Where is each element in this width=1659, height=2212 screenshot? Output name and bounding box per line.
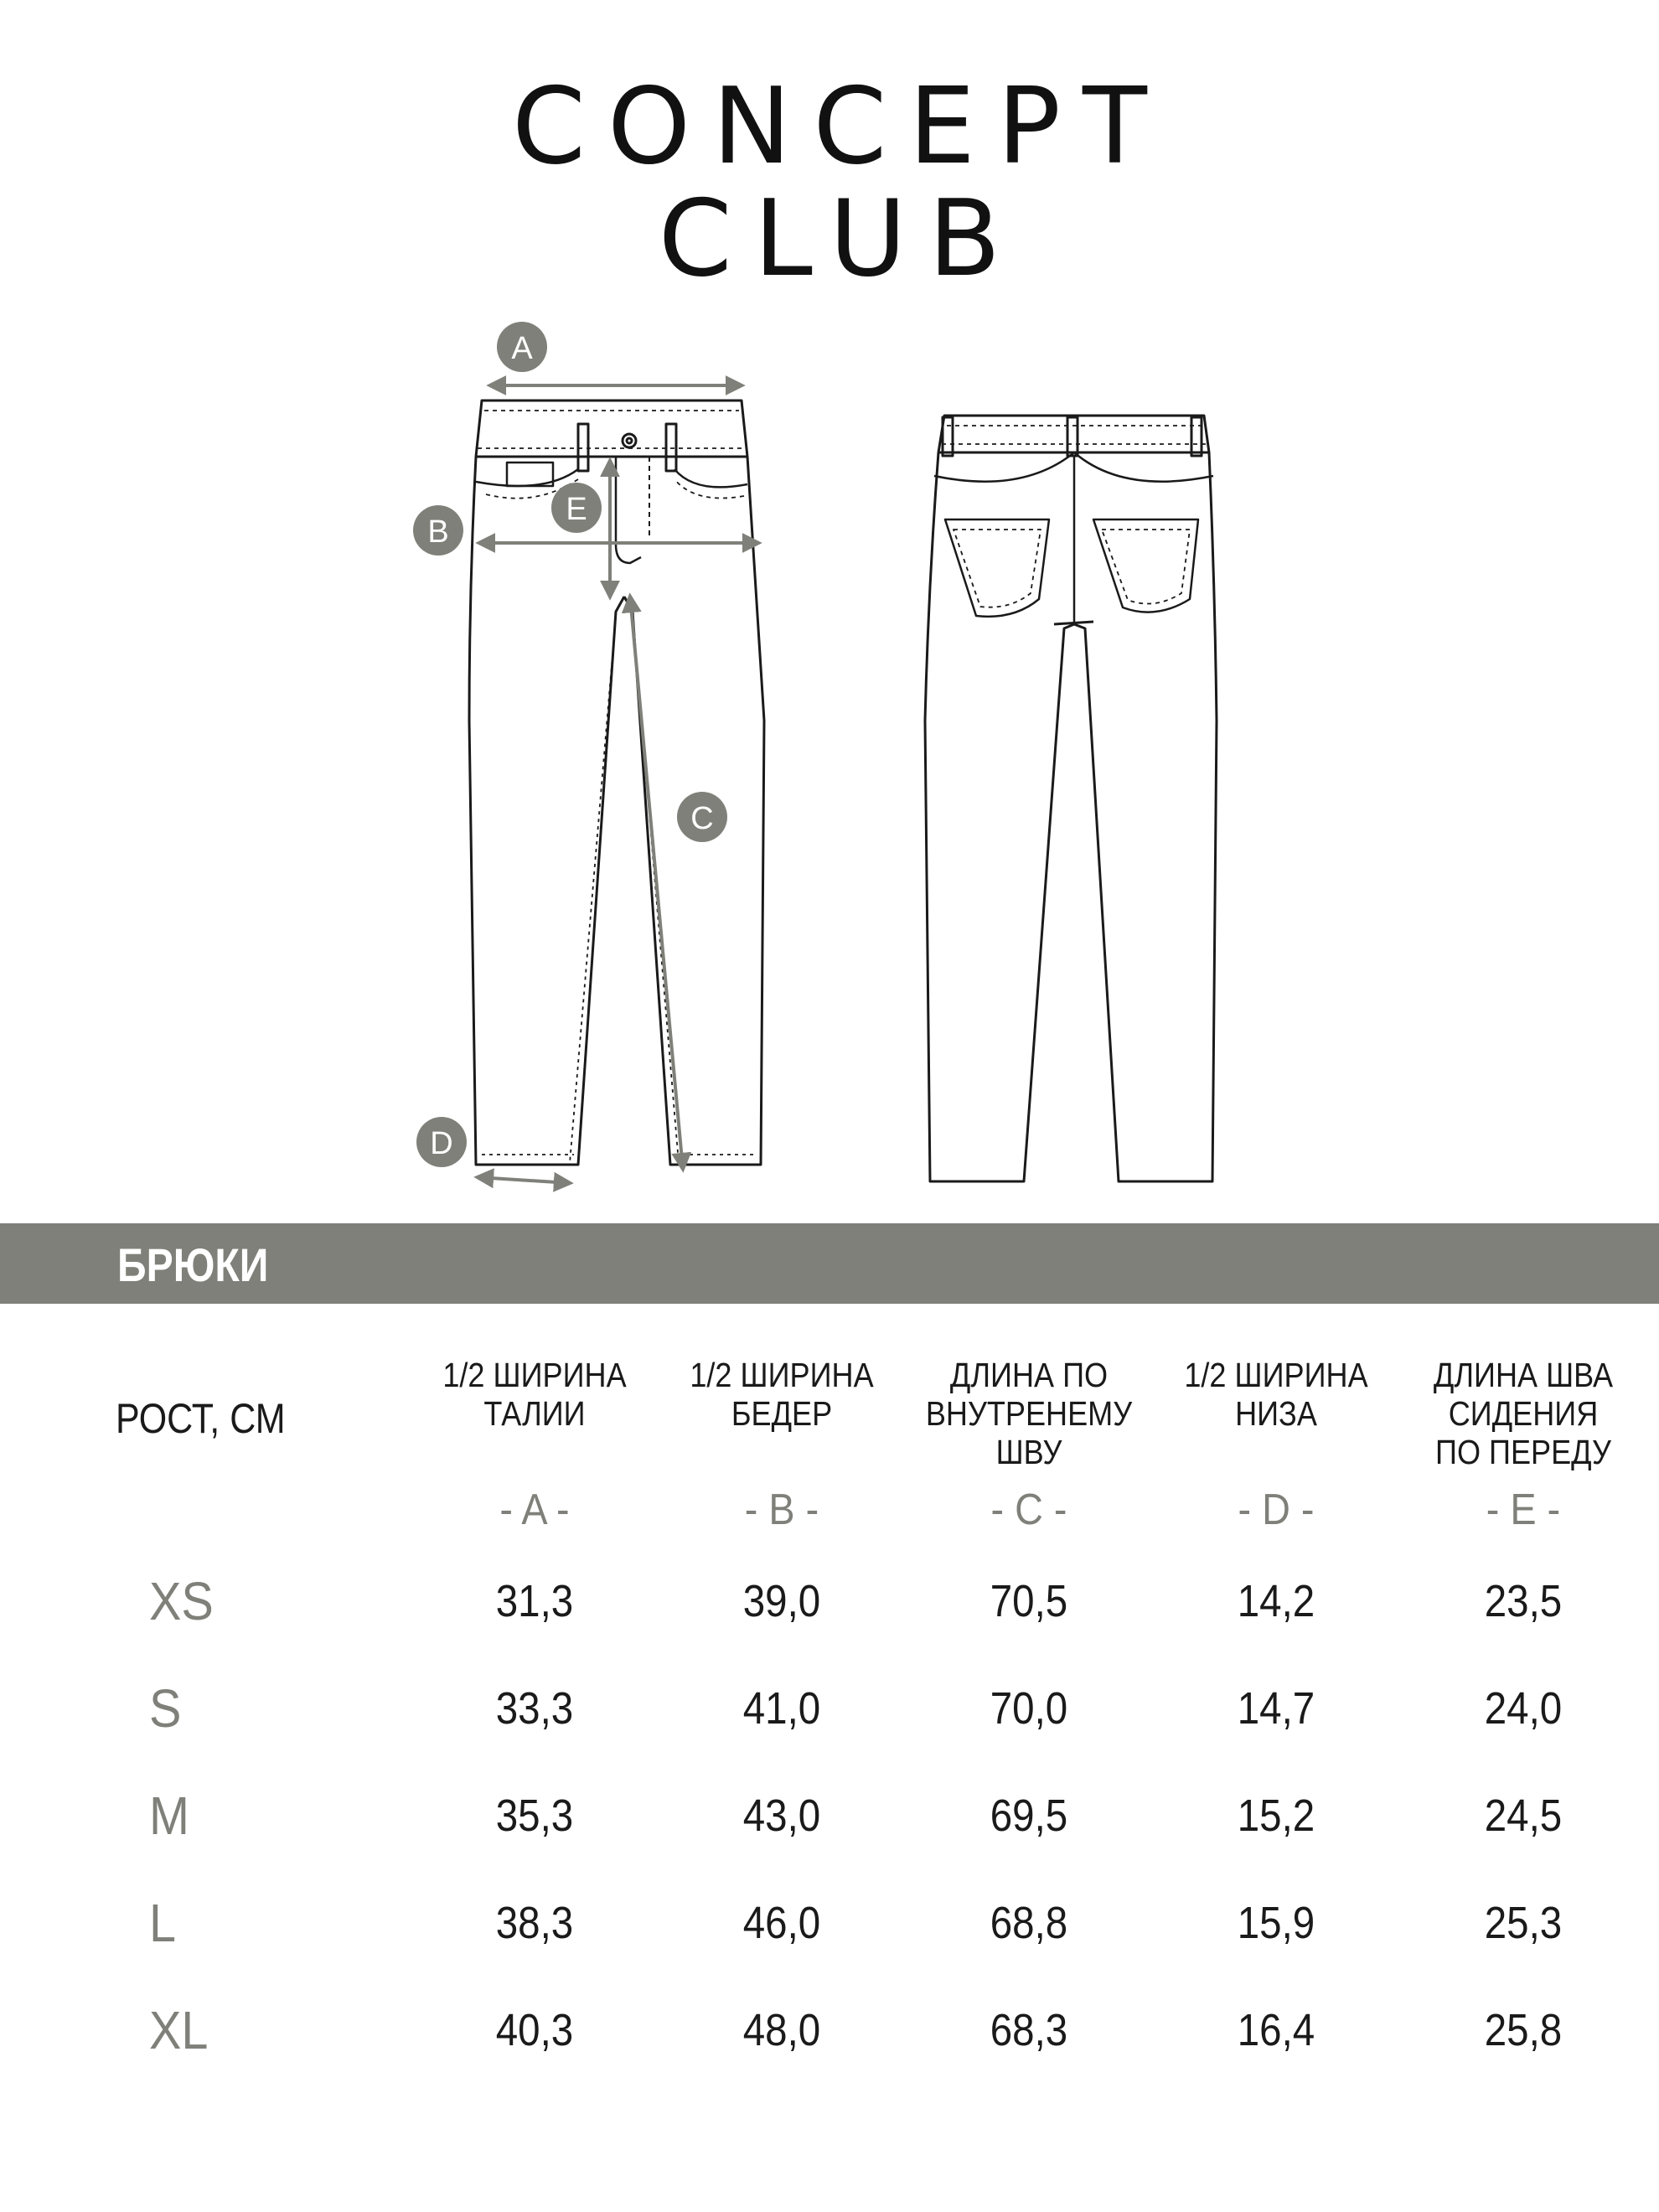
table-cell: 24,5 [1484,1791,1563,1841]
column-header [918,1356,1140,1471]
column-code: - C - [990,1486,1067,1534]
svg-text:D: D [430,1126,453,1161]
row-header-label: РОСТ, СМ [116,1395,286,1442]
measure-e [551,461,610,597]
column-header-line: ШВУ [995,1433,1062,1471]
table-cell: 38,3 [495,1898,574,1948]
table-cell: 14,2 [1237,1576,1315,1626]
column-header [1165,1356,1387,1433]
column-header-line: 1/2 ШИРИНА [1184,1356,1368,1394]
table-cell: 24,0 [1484,1683,1563,1734]
column-header-line: НИЗА [1235,1394,1317,1433]
table-cell: 39,0 [742,1576,821,1626]
table-cell: 23,5 [1484,1576,1563,1626]
column-header-line: ВНУТРЕНЕМУ [925,1394,1133,1433]
column-header-line: ДЛИНА ШВА [1433,1356,1614,1394]
column-code: - E - [1486,1486,1561,1534]
table-cell: 15,2 [1237,1791,1315,1841]
table-cell: 41,0 [742,1683,821,1734]
category-title: БРЮКИ [117,1238,269,1291]
table-cell: 33,3 [495,1683,574,1734]
table-cell: 68,8 [990,1898,1068,1948]
table-cell: 31,3 [495,1576,574,1626]
front-view [469,401,764,1165]
measure-a [490,322,742,385]
svg-text:B: B [427,514,449,550]
svg-text:A: A [511,331,533,366]
svg-text:C: C [690,801,714,836]
table-cell: 46,0 [742,1898,821,1948]
column-header-line: 1/2 ШИРИНА [690,1356,874,1394]
column-header [1413,1356,1634,1471]
table-cell: 70,5 [990,1576,1068,1626]
brand-logo-line2: CLUB [658,177,1023,300]
size-label: XS [149,1571,214,1631]
column-header-line: ДЛИНА ПО [949,1356,1109,1394]
size-label: S [149,1678,182,1739]
table-cell: 16,4 [1237,2005,1315,2055]
column-code: - A - [499,1486,570,1534]
measure-d [416,1117,570,1183]
table-cell: 25,8 [1484,2005,1563,2055]
size-label: XL [149,2000,209,2060]
category-banner [0,1223,1659,1304]
column-header-line: 1/2 ШИРИНА [442,1356,627,1394]
size-label: L [149,1893,177,1953]
column-header-line: ТАЛИИ [483,1394,586,1433]
table-cell: 69,5 [990,1791,1068,1841]
column-header [671,1356,892,1433]
svg-text:E: E [566,492,587,527]
table-cell: 15,9 [1237,1898,1315,1948]
table-cell: 70,0 [990,1683,1068,1734]
table-cell: 43,0 [742,1791,821,1841]
table-cell: 25,3 [1484,1898,1563,1948]
measure-c [630,597,727,1169]
table-cell: 14,7 [1237,1683,1315,1734]
table-cell: 68,3 [990,2005,1068,2055]
back-view [925,416,1217,1181]
column-code: - D - [1238,1486,1315,1534]
column-header [424,1356,645,1433]
size-label: M [149,1786,189,1846]
table-cell: 40,3 [495,2005,574,2055]
column-code: - B - [744,1486,819,1534]
column-header-line: ПО ПЕРЕДУ [1435,1433,1611,1471]
table-cell: 35,3 [495,1791,574,1841]
column-header-line: БЕДЕР [731,1394,833,1433]
trousers-diagram [0,318,1659,1207]
column-header-line: СИДЕНИЯ [1448,1394,1599,1433]
table-cell: 48,0 [742,2005,821,2055]
brand-logo-line1: CONCEPT [512,65,1169,188]
